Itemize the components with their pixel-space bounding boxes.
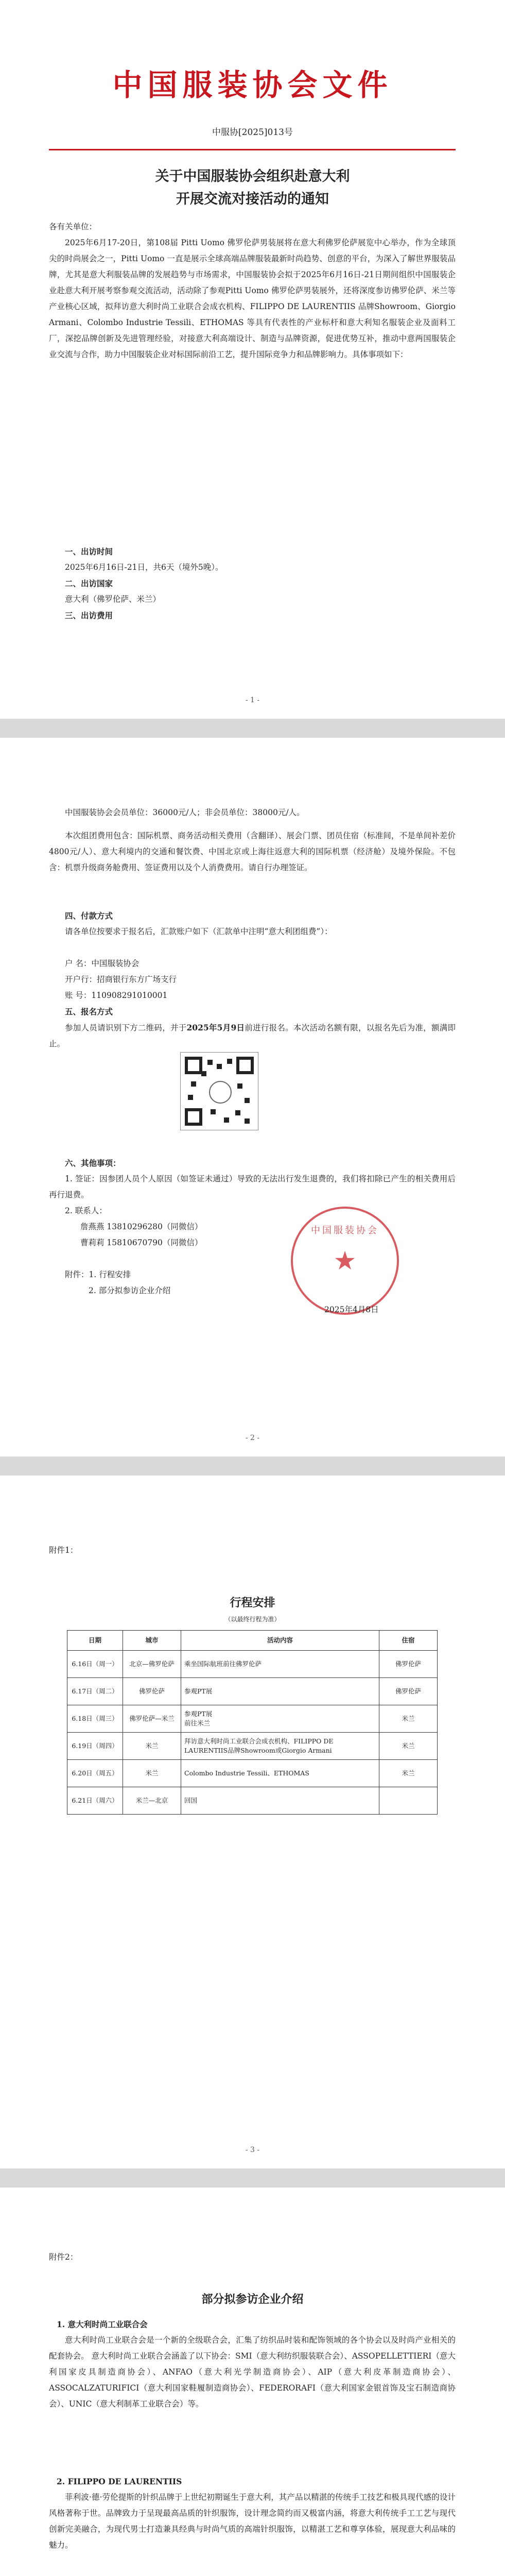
section-heading-country: 二、出访国家: [65, 579, 113, 588]
section-heading-payment: 四、付款方式: [65, 911, 113, 921]
cell-activity: 回国: [181, 1787, 379, 1815]
page-number: - 2 -: [245, 1434, 260, 1442]
cell-date: 6.19日（周四）: [67, 1733, 123, 1760]
account-name: 户 名：中国服装协会: [65, 959, 140, 968]
official-seal: 中国服装协会 ★: [291, 1207, 399, 1315]
column-header: 日期: [67, 1631, 123, 1651]
cell-activity: 参观PT展: [181, 1678, 379, 1705]
cell-city: 北京—佛罗伦萨: [123, 1651, 181, 1678]
cell-date: 6.21日（周六）: [67, 1787, 123, 1815]
registration-deadline: 2025年5月9日: [186, 1023, 245, 1032]
table-row: [67, 1787, 438, 1815]
issue-date: 2025年4月8日: [324, 1305, 379, 1314]
contact-1: 詹燕燕 13810296280（同微信）: [80, 1222, 203, 1231]
column-header: 住宿: [379, 1631, 438, 1651]
section-heading-time: 一、出访时间: [65, 547, 113, 556]
page-3: [0, 1476, 505, 2168]
section-text-time: 2025年6月16日-21日，共6天（境外5晚）。: [65, 563, 223, 572]
account-bank: 开户行：招商银行东方广场支行: [65, 975, 177, 984]
column-header: 城市: [123, 1631, 181, 1651]
fee-paragraph: 本次组团费用包含：国际机票、商务活动相关费用（含翻译）、展会门票、团员住宿（标准间，不是单间补差价4800元/人）、意大利境内的交通和餐饮费、中国北京或上海往返意大利的国际机票（经济舱）及境外保险。不包含：机票升级商务舱费用、签证费用以及个人消费费用。请自行办理签证。: [49, 831, 456, 872]
page-1: [0, 0, 505, 719]
cell-date: 6.20日（周五）: [67, 1760, 123, 1787]
company-1-description: 意大利时尚工业联合会是一个新的全级联合会，汇集了纺织品时装和配饰领域的各个协会以及时尚产业相关的配套协会。 意大利时尚工业联合会涵盖了以下协会：SMI（意大利纺织服装联合会）、ASSOPELLETTIERI（意大利国家皮具制造商协会）、ANFAO（意大利光学制造商协会）、AIP（意大利皮革制造商协会）、ASSOCALZATURIFICI（意大利国家鞋履制造商协会）、FEDERORAFI（意大利国家金银首饰及宝石制造商协会）、UNIC（意大利制革工业联合会）等。: [49, 2335, 456, 2409]
cell-stay: 佛罗伦萨: [379, 1678, 438, 1705]
cell-city: 佛罗伦萨—米兰: [123, 1705, 181, 1733]
table-row: [67, 1705, 438, 1733]
fee-line: 中国服装协会会员单位：36000元/人；非会员单位：38000元/人。: [65, 808, 305, 817]
page-number: - 1 -: [245, 696, 260, 704]
cell-stay: 佛罗伦萨: [379, 1651, 438, 1678]
cell-date: 6.17日（周二）: [67, 1678, 123, 1705]
cell-date: 6.16日（周一）: [67, 1651, 123, 1678]
column-header: 活动内容: [181, 1631, 379, 1651]
schedule-table: [67, 1630, 438, 1815]
section-text-country: 意大利（佛罗伦萨、米兰）: [65, 595, 161, 604]
table-row: [67, 1733, 438, 1760]
payment-paragraph: 请各单位按要求于报名后，汇款账户如下（汇款单中注明“意大利团组费”）：: [65, 927, 333, 936]
intro-paragraph: 2025年6月17-20日，第108届 Pitti Uomo 佛罗伦萨男装展将在意大利佛罗伦萨展览中心举办，作为全球顶尖的时尚展会之一，Pitti Uomo 一直是展示全球高端品牌服装最新时尚趋势、创意的平台，为深入了解世界服装品牌，尤其是意大利服装品牌的发展趋势与市场需求，中国服装协会拟于2025年6月16日-21日期间组织中国服装企业赴意大利开展考察参观交流活动，活动除了参观Pitti Uomo 佛罗伦萨男装展外，还将深度参访佛罗伦萨、米兰等产业核心区域，拟拜访意大利时尚工业联合会成衣机构、FILIPPO DE LAURENTIIS 品牌Showroom、Giorgio Armani、Colombo Industrie Tessili、ETHOMAS 等具有代表性的产业标杆和意大利知名服装企业及面料工厂，深挖品牌创新及先进管理经验，对接意大利高端设计、制造与品牌资源，促进优势互补，推动中意两国服装企业交流与合作，助力中国服装企业对标国际前沿工艺，提升国际竞争力和品牌影响力。具体事项如下：: [49, 238, 456, 359]
qr-logo: [209, 1081, 232, 1104]
schedule-subtitle: （以最终行程为准）: [224, 1616, 281, 1623]
table-header-row: [67, 1631, 438, 1651]
cell-city: 米兰: [123, 1760, 181, 1787]
cell-stay: [379, 1787, 438, 1815]
section-heading-registration: 五、报名方式: [65, 1007, 113, 1016]
cell-stay: 米兰: [379, 1760, 438, 1787]
account-number: 账 号：110908291010001: [65, 991, 168, 1000]
attachment-1: 附件：1. 行程安排: [65, 1270, 131, 1279]
contact-2: 曹莉莉 15810670790（同微信）: [80, 1238, 203, 1247]
registration-paragraph: 参加人员请识别下方二维码，并于2025年5月9日前进行报名。本次活动名额有限，以报名先后为准，额满即止。: [49, 1023, 456, 1048]
schedule-title: 行程安排: [230, 1596, 275, 1609]
cell-stay: 米兰: [379, 1733, 438, 1760]
page-2: [0, 738, 505, 1456]
section-heading-fees: 三、出访费用: [65, 611, 113, 620]
company-2-heading: 2. FILIPPO DE LAURENTIIS: [57, 2477, 182, 2486]
page-4: [0, 2188, 505, 2576]
companies-title: 部分拟参访企业介绍: [201, 2293, 304, 2306]
cell-activity: 参观PT展 前往米兰: [181, 1705, 379, 1733]
attachment-label: 附件1：: [49, 1546, 78, 1555]
notice-title-line-2: 开展交流对接活动的通知: [176, 191, 329, 207]
attachment-2: 2. 部分拟参访企业介绍: [89, 1286, 171, 1295]
table-row: [67, 1678, 438, 1705]
cell-city: 米兰: [123, 1733, 181, 1760]
contact-heading: 2. 联系人：: [65, 1206, 107, 1215]
cell-activity: 拜访意大利时尚工业联合会成衣机构、FILIPPO DE LAURENTIIS品牌Showroom或Giorgio Armani: [181, 1733, 379, 1760]
company-2-description: 菲利波·德·劳伦提斯的针织品牌于上世纪初期诞生于意大利，其产品以精湛的传统手工技艺和极具现代感的设计风格著称于世。品牌致力于呈现最高品质的针织服饰，设计理念简约而又极富内涵，将意大利传统手工工艺与现代创新完美融合，为现代男士打造兼具经典与时尚气质的高端针织服饰，以精湛工艺和尊享体验，展现意大利品味的魅力。: [49, 2493, 456, 2550]
cell-activity: 乘坐国际航班前往佛罗伦萨: [181, 1651, 379, 1678]
org-title: 中国服装协会文件: [112, 67, 393, 103]
company-1-heading: 1. 意大利时尚工业联合会: [57, 2319, 148, 2329]
salutation: 各有关单位：: [49, 222, 97, 231]
notice-title-line-1: 关于中国服装协会组织赴意大利: [155, 168, 350, 184]
cell-activity: Colombo Industrie Tessili、ETHOMAS: [181, 1760, 379, 1787]
page-number: - 3 -: [245, 2146, 260, 2154]
cell-city: 佛罗伦萨: [123, 1678, 181, 1705]
cell-stay: 米兰: [379, 1705, 438, 1733]
visa-paragraph: 1. 签证：因参团人员个人原因（如签证未通过）导致的无法出行发生退费的，我们将扣除已产生的相关费用后再行退费。: [49, 1174, 456, 1199]
table-row: [67, 1651, 438, 1678]
table-row: [67, 1760, 438, 1787]
registration-qr-code[interactable]: [180, 1052, 258, 1130]
section-heading-other: 六、其他事项：: [65, 1158, 121, 1168]
header-divider: [49, 149, 456, 150]
cell-city: 米兰—北京: [123, 1787, 181, 1815]
document-number: 中服协[2025]013号: [212, 127, 293, 138]
cell-date: 6.18日（周三）: [67, 1705, 123, 1733]
attachment-label: 附件2：: [49, 2252, 78, 2262]
